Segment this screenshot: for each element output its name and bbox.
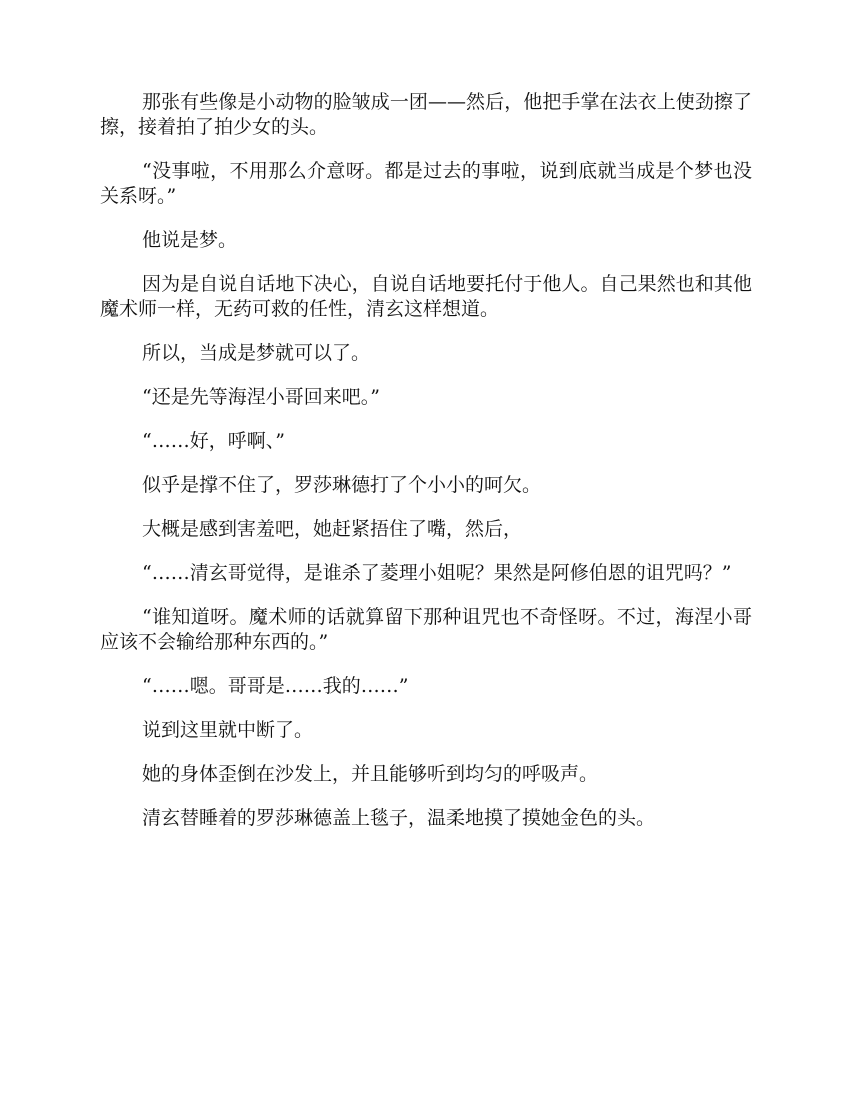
- paragraph: 大概是感到害羞吧，她赶紧捂住了嘴，然后，: [142, 518, 523, 540]
- paragraph: “……清玄哥觉得，是谁杀了菱理小姐呢？果然是阿修伯恩的诅咒吗？”: [142, 562, 732, 584]
- paragraph: 她的身体歪倒在沙发上，并且能够听到均匀的呼吸声。: [142, 763, 599, 785]
- paragraph: 似乎是撑不住了，罗莎琳德打了个小小的呵欠。: [142, 474, 542, 496]
- paragraph: “……好，呼啊、”: [142, 430, 285, 452]
- paragraph: 因为是自说自话地下决心，自说自话地要托付于他人。自己果然也和其他魔术师一样，无药可救的任性，清玄这样想道。: [100, 273, 752, 320]
- paragraph: 那张有些像是小动物的脸皱成一团——然后，他把手掌在法衣上使劲擦了擦，接着拍了拍少女的头。: [100, 91, 752, 138]
- document-page: [100, 90, 752, 850]
- paragraph: 他说是梦。: [142, 229, 238, 251]
- paragraph: “还是先等海涅小哥回来吧。”: [142, 386, 380, 408]
- paragraph: 所以，当成是梦就可以了。: [142, 342, 371, 364]
- paragraph: 说到这里就中断了。: [142, 719, 314, 741]
- paragraph: 清玄替睡着的罗莎琳德盖上毯子，温柔地摸了摸她金色的头。: [142, 807, 656, 829]
- paragraph: “没事啦，不用那么介意呀。都是过去的事啦，说到底就当成是个梦也没关系呀。”: [100, 160, 752, 207]
- paragraph: “……嗯。哥哥是……我的……”: [142, 675, 409, 697]
- paragraph: “谁知道呀。魔术师的话就算留下那种诅咒也不奇怪呀。不过，海涅小哥应该不会输给那种东西的。”: [100, 606, 752, 653]
